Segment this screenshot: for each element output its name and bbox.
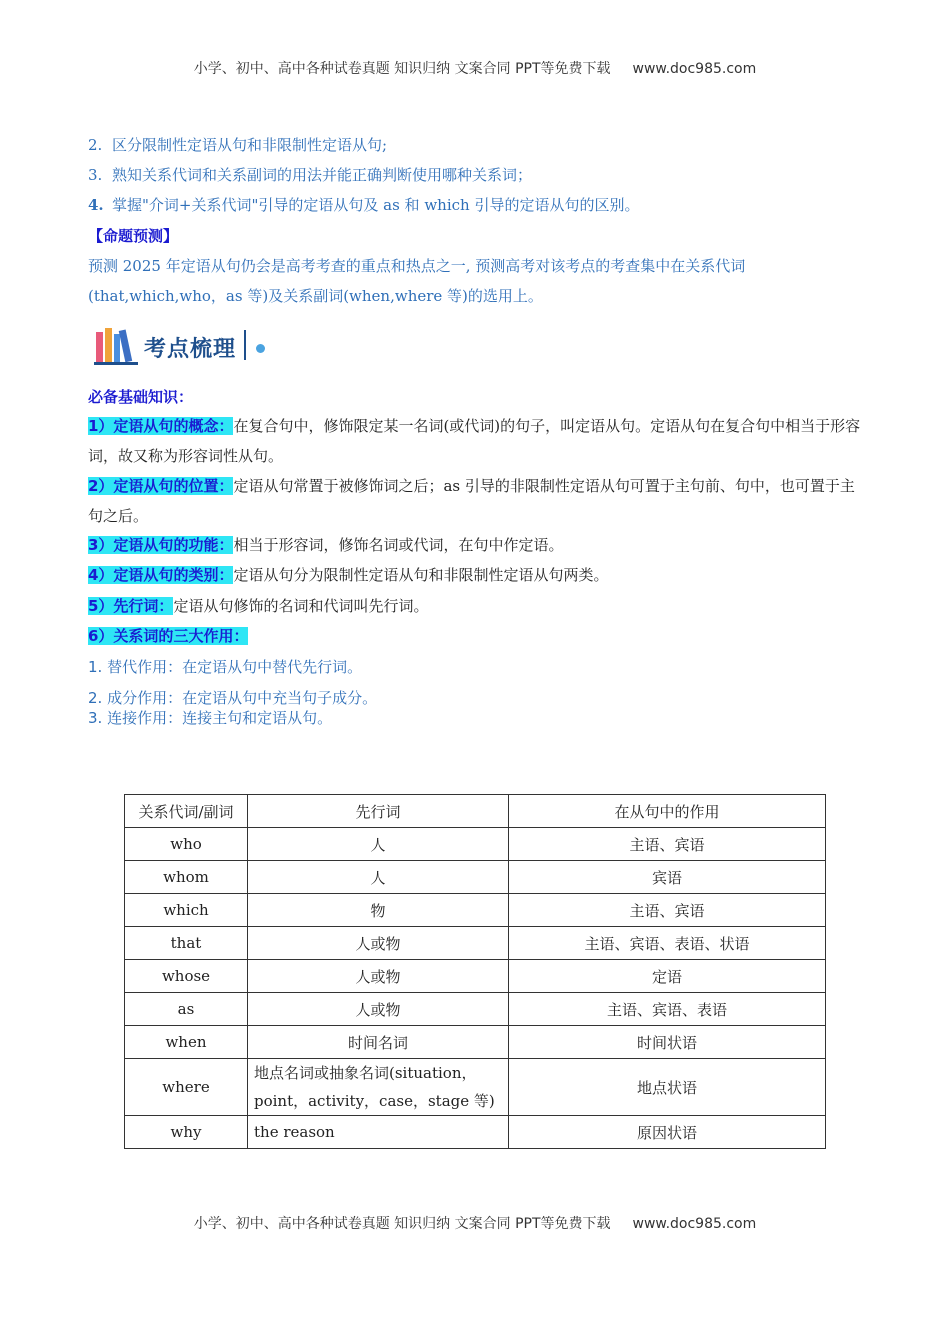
basics-item-text: 定语从句修饰的名词和代词叫先行词。 <box>173 597 429 615</box>
table-header-cell: 在从句中的作用 <box>509 795 826 828</box>
basics-item-6 <box>88 621 866 651</box>
table-cell: 时间名词 <box>248 1026 509 1059</box>
books-icon <box>94 326 142 366</box>
basics-item-label: 4）定语从句的类别： <box>88 566 234 584</box>
goal-number: 2. <box>88 136 103 154</box>
goal-number: 4. <box>88 196 104 214</box>
basics-item-label: 5）先行词： <box>88 597 174 615</box>
table-cell: 人或物 <box>248 960 509 993</box>
table-cell: 物 <box>248 894 509 927</box>
table-row <box>125 1059 826 1116</box>
basics-item-2 <box>88 471 866 531</box>
goal-number: 3. <box>88 166 103 184</box>
table-cell: 地点状语 <box>509 1059 826 1116</box>
section-banner <box>94 326 274 366</box>
table-row <box>125 993 826 1026</box>
page-header <box>0 58 950 78</box>
prediction-line-1: 预测 2025 年定语从句仍会是高考考查的重点和热点之一, 预测高考对该考点的考查集中在关系代词 <box>88 257 746 275</box>
role-item-2: 2. 成分作用：在定语从句中充当句子成分。 <box>88 689 378 707</box>
basics-item-5 <box>88 591 866 621</box>
table-cell: whom <box>125 861 248 894</box>
table-row <box>125 1116 826 1149</box>
basics-item-4 <box>88 560 866 590</box>
role-item-1: 1. 替代作用：在定语从句中替代先行词。 <box>88 658 363 676</box>
basics-item-3 <box>88 530 866 560</box>
goal-text: 熟知关系代词和关系副词的用法并能正确判断使用哪种关系词； <box>112 166 533 184</box>
footer-text: 小学、初中、高中各种试卷真题 知识归纳 文案合同 PPT等免费下载 <box>193 1216 611 1232</box>
table-cell: the reason <box>248 1116 509 1149</box>
goal-item-4 <box>88 194 639 215</box>
table-cell: that <box>125 927 248 960</box>
table-cell: 主语、宾语 <box>509 894 826 927</box>
footer-url[interactable]: www.doc985.com <box>632 1216 757 1232</box>
goal-item-3 <box>88 164 532 185</box>
table-row <box>125 894 826 927</box>
table-cell: as <box>125 993 248 1026</box>
basics-item-label: 2）定语从句的位置： <box>88 477 234 495</box>
basics-title: 必备基础知识： <box>88 388 194 406</box>
table-header-cell: 先行词 <box>248 795 509 828</box>
table-cell: 人 <box>248 861 509 894</box>
banner-dot <box>256 344 265 353</box>
table-row <box>125 1026 826 1059</box>
table-cell: whose <box>125 960 248 993</box>
header-text: 小学、初中、高中各种试卷真题 知识归纳 文案合同 PPT等免费下载 <box>193 61 611 77</box>
table-cell: 时间状语 <box>509 1026 826 1059</box>
table-cell <box>248 1059 509 1116</box>
goal-item-2 <box>88 134 387 155</box>
header-url[interactable]: www.doc985.com <box>632 61 757 77</box>
basics-item-text: 定语从句分为限制性定语从句和非限制性定语从句两类。 <box>233 566 609 584</box>
where-line-2: point，activity，case，stage 等) <box>254 1092 495 1110</box>
table-cell: why <box>125 1116 248 1149</box>
prediction-title: 【命题预测】 <box>88 227 179 245</box>
table-cell: which <box>125 894 248 927</box>
table-cell: 人或物 <box>248 927 509 960</box>
banner-divider <box>244 330 246 360</box>
basics-item-text: 定语从句常置于被修饰词之后；as 引导的非限制性定语从句可置于主句前、句中，也可置于主句之后。 <box>88 477 855 525</box>
table-cell: 原因状语 <box>509 1116 826 1149</box>
basics-item-label: 6）关系词的三大作用： <box>88 627 249 645</box>
table-row <box>125 927 826 960</box>
table-cell: where <box>125 1059 248 1116</box>
table-cell: 主语、宾语、表语 <box>509 993 826 1026</box>
basics-item-text: 在复合句中，修饰限定某一名词(或代词)的句子，叫定语从句。定语从句在复合句中相当于形容词，故又称为形容词性从句。 <box>88 417 861 465</box>
basics-item-label: 3）定语从句的功能： <box>88 536 234 554</box>
table-header-row <box>125 795 826 828</box>
table-cell: 定语 <box>509 960 826 993</box>
where-line-1: 地点名词或抽象名词(situation， <box>254 1064 477 1082</box>
table-cell: 人或物 <box>248 993 509 1026</box>
banner-title: 考点梳理 <box>144 337 237 362</box>
table-cell: when <box>125 1026 248 1059</box>
relative-words-table <box>124 794 826 1149</box>
goal-text: 掌握"介词+关系代词"引导的定语从句及 as 和 which 引导的定语从句的区别。 <box>112 196 640 214</box>
page-footer <box>0 1213 950 1233</box>
table-cell: 宾语 <box>509 861 826 894</box>
basics-item-1 <box>88 411 866 471</box>
table-row <box>125 828 826 861</box>
table-header-cell: 关系代词/副词 <box>125 795 248 828</box>
role-item-3: 3. 连接作用：连接主句和定语从句。 <box>88 709 333 727</box>
table-cell: 主语、宾语 <box>509 828 826 861</box>
prediction-line-2: (that,which,who，as 等)及关系副词(when,where 等)的选用上。 <box>88 287 543 305</box>
basics-item-text: 相当于形容词，修饰名词或代词，在句中作定语。 <box>233 536 564 554</box>
table-cell: who <box>125 828 248 861</box>
table-row <box>125 960 826 993</box>
table-cell: 人 <box>248 828 509 861</box>
table-row <box>125 861 826 894</box>
goal-text: 区分限制性定语从句和非限制性定语从句; <box>112 136 388 154</box>
basics-item-label: 1）定语从句的概念： <box>88 417 234 435</box>
table-cell: 主语、宾语、表语、状语 <box>509 927 826 960</box>
